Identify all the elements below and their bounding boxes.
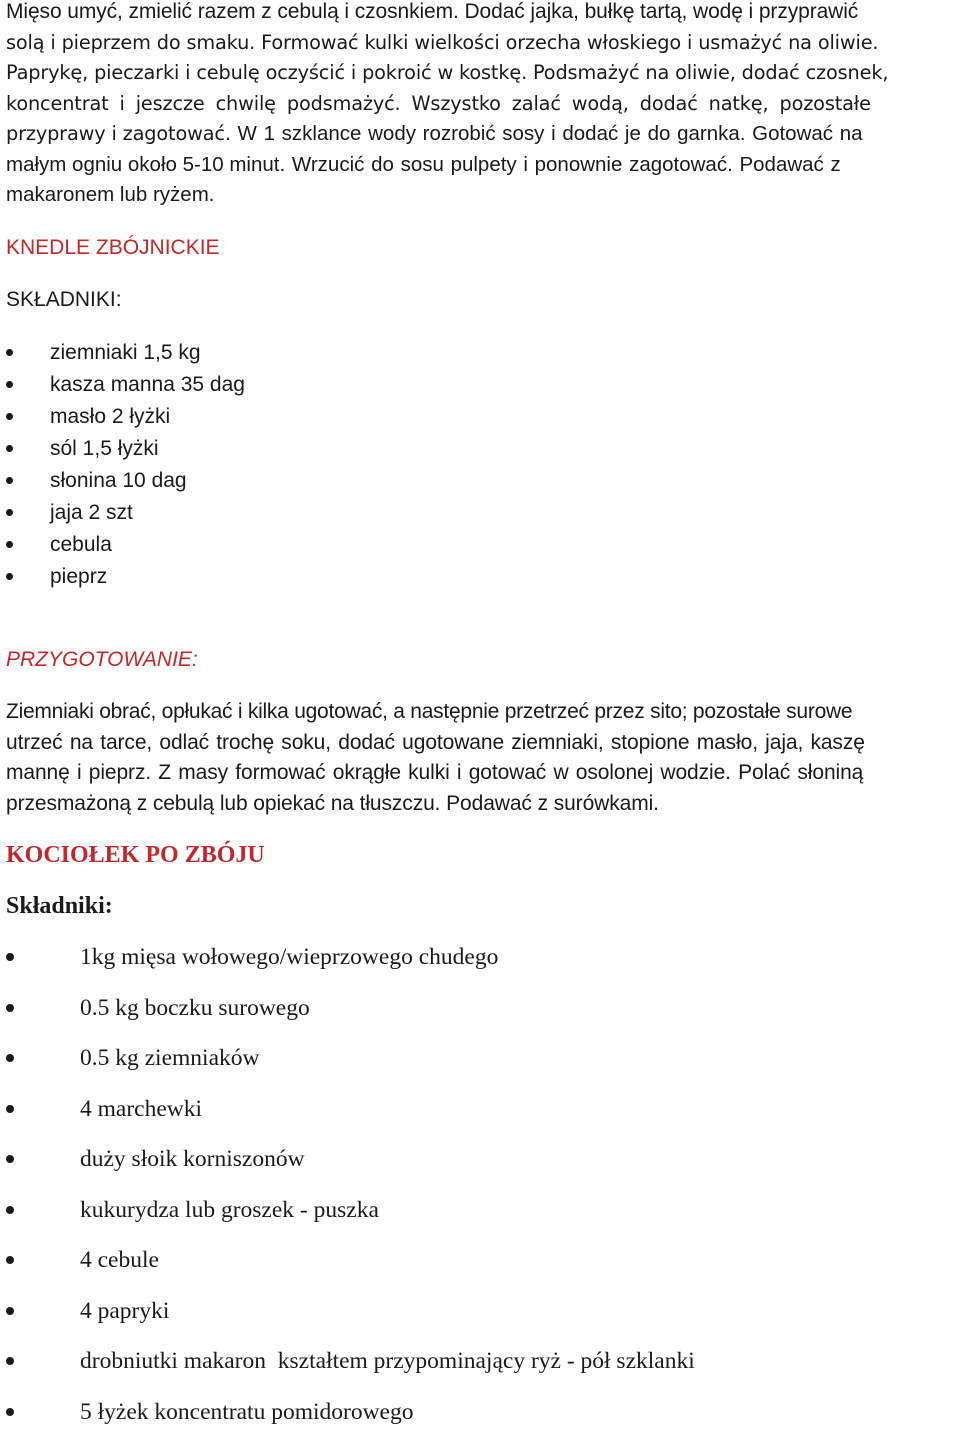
bullet-icon xyxy=(6,1105,14,1113)
knedle-ingredients-list xyxy=(6,337,957,593)
knedle-title: KNEDLE ZBÓJNICKIE xyxy=(6,233,957,263)
bullet-icon xyxy=(6,1004,14,1012)
list-item: ziemniaki 1,5 kg xyxy=(6,337,957,369)
list-item: kukurydza lub groszek - puszka xyxy=(6,1185,957,1236)
knedle-ingredients-label: SKŁADNIKI: xyxy=(6,285,957,315)
intro-line-1: Mięso umyć, zmielić razem z cebulą i czosnkiem. Dodać jajka, bułkę tartą, wodę i przyprawić xyxy=(6,0,957,28)
intro-line-3: Paprykę, pieczarki i cebulę oczyścić i pokroić w kostkę. Podsmażyć na oliwie, dodać czosnek, xyxy=(6,58,957,89)
list-item: drobniutki makaron kształtem przypominający ryż - pół szklanki xyxy=(6,1336,957,1387)
list-item: kasza manna 35 dag xyxy=(6,369,957,401)
intro-paragraph xyxy=(6,0,957,211)
preparation-line-3: mannę i pieprz. Z masy formować okrągłe kulki i gotować w osolonej wodzie. Polać słoniną xyxy=(6,758,957,789)
bullet-icon xyxy=(6,349,13,356)
preparation-line-1: Ziemniaki obrać, opłukać i kilka ugotować, a następnie przetrzeć przez sito; pozostałe surowe xyxy=(6,697,957,728)
list-item: masło 2 łyżki xyxy=(6,401,957,433)
bullet-icon xyxy=(6,1408,14,1416)
list-item: cebula xyxy=(6,529,957,561)
bullet-icon xyxy=(6,1256,14,1264)
bullet-icon xyxy=(6,477,13,484)
intro-line-6a: małym ogniu około 5-10 minut. xyxy=(6,153,285,176)
intro-line-6b: Wrzucić do sosu pulpety i ponownie zagotować. Podawać z xyxy=(285,153,841,176)
list-item: słonina 10 dag xyxy=(6,465,957,497)
bullet-icon xyxy=(6,953,14,961)
list-item: 4 cebule xyxy=(6,1235,957,1286)
list-item: sól 1,5 łyżki xyxy=(6,433,957,465)
list-item: 5 łyżek koncentratu pomidorowego xyxy=(6,1387,957,1437)
intro-line-7: makaronem lub ryżem. xyxy=(6,180,957,211)
bullet-icon xyxy=(6,573,13,580)
bullet-icon xyxy=(6,509,13,516)
list-item: 0.5 kg ziemniaków xyxy=(6,1033,957,1084)
list-item: jaja 2 szt xyxy=(6,497,957,529)
kociolek-ingredients-label: Składniki: xyxy=(6,891,957,921)
bullet-icon xyxy=(6,413,13,420)
intro-line-2: solą i pieprzem do smaku. Formować kulki wielkości orzecha włoskiego i usmażyć na oliwie. xyxy=(6,28,957,59)
knedle-preparation-paragraph xyxy=(6,697,957,819)
list-item: 4 marchewki xyxy=(6,1084,957,1135)
list-item: 0.5 kg boczku surowego xyxy=(6,983,957,1034)
list-item: 1kg mięsa wołowego/wieprzowego chudego xyxy=(6,932,957,983)
preparation-line-2: utrzeć na tarce, odlać trochę soku, dodać ugotowane ziemniaki, stopione masło, jaja, kaszę xyxy=(6,728,957,759)
intro-line-5b: W 1 szklance wody rozrobić sosy i dodać je do garnka. Gotować na xyxy=(231,122,863,145)
intro-line-6 xyxy=(6,150,957,181)
list-item: pieprz xyxy=(6,561,957,593)
bullet-icon xyxy=(6,1357,14,1365)
bullet-icon xyxy=(6,1054,14,1062)
intro-line-4: koncentrat i jeszcze chwilę podsmażyć. Wszystko zalać wodą, dodać natkę, pozostałe xyxy=(6,89,957,120)
bullet-icon xyxy=(6,1206,14,1214)
preparation-line-4: przesmażoną z cebulą lub opiekać na tłuszczu. Podawać z surówkami. xyxy=(6,789,957,820)
list-item: duży słoik korniszonów xyxy=(6,1134,957,1185)
intro-line-5 xyxy=(6,119,957,150)
bullet-icon xyxy=(6,445,13,452)
bullet-icon xyxy=(6,381,13,388)
bullet-icon xyxy=(6,1307,14,1315)
kociolek-title: KOCIOŁEK PO ZBÓJU xyxy=(6,840,957,870)
kociolek-ingredients-list xyxy=(6,932,957,1437)
intro-line-5a: przyprawy i zagotować. xyxy=(6,122,231,145)
knedle-preparation-label: PRZYGOTOWANIE: xyxy=(6,645,957,675)
bullet-icon xyxy=(6,1155,14,1163)
bullet-icon xyxy=(6,541,13,548)
list-item: 4 papryki xyxy=(6,1286,957,1337)
